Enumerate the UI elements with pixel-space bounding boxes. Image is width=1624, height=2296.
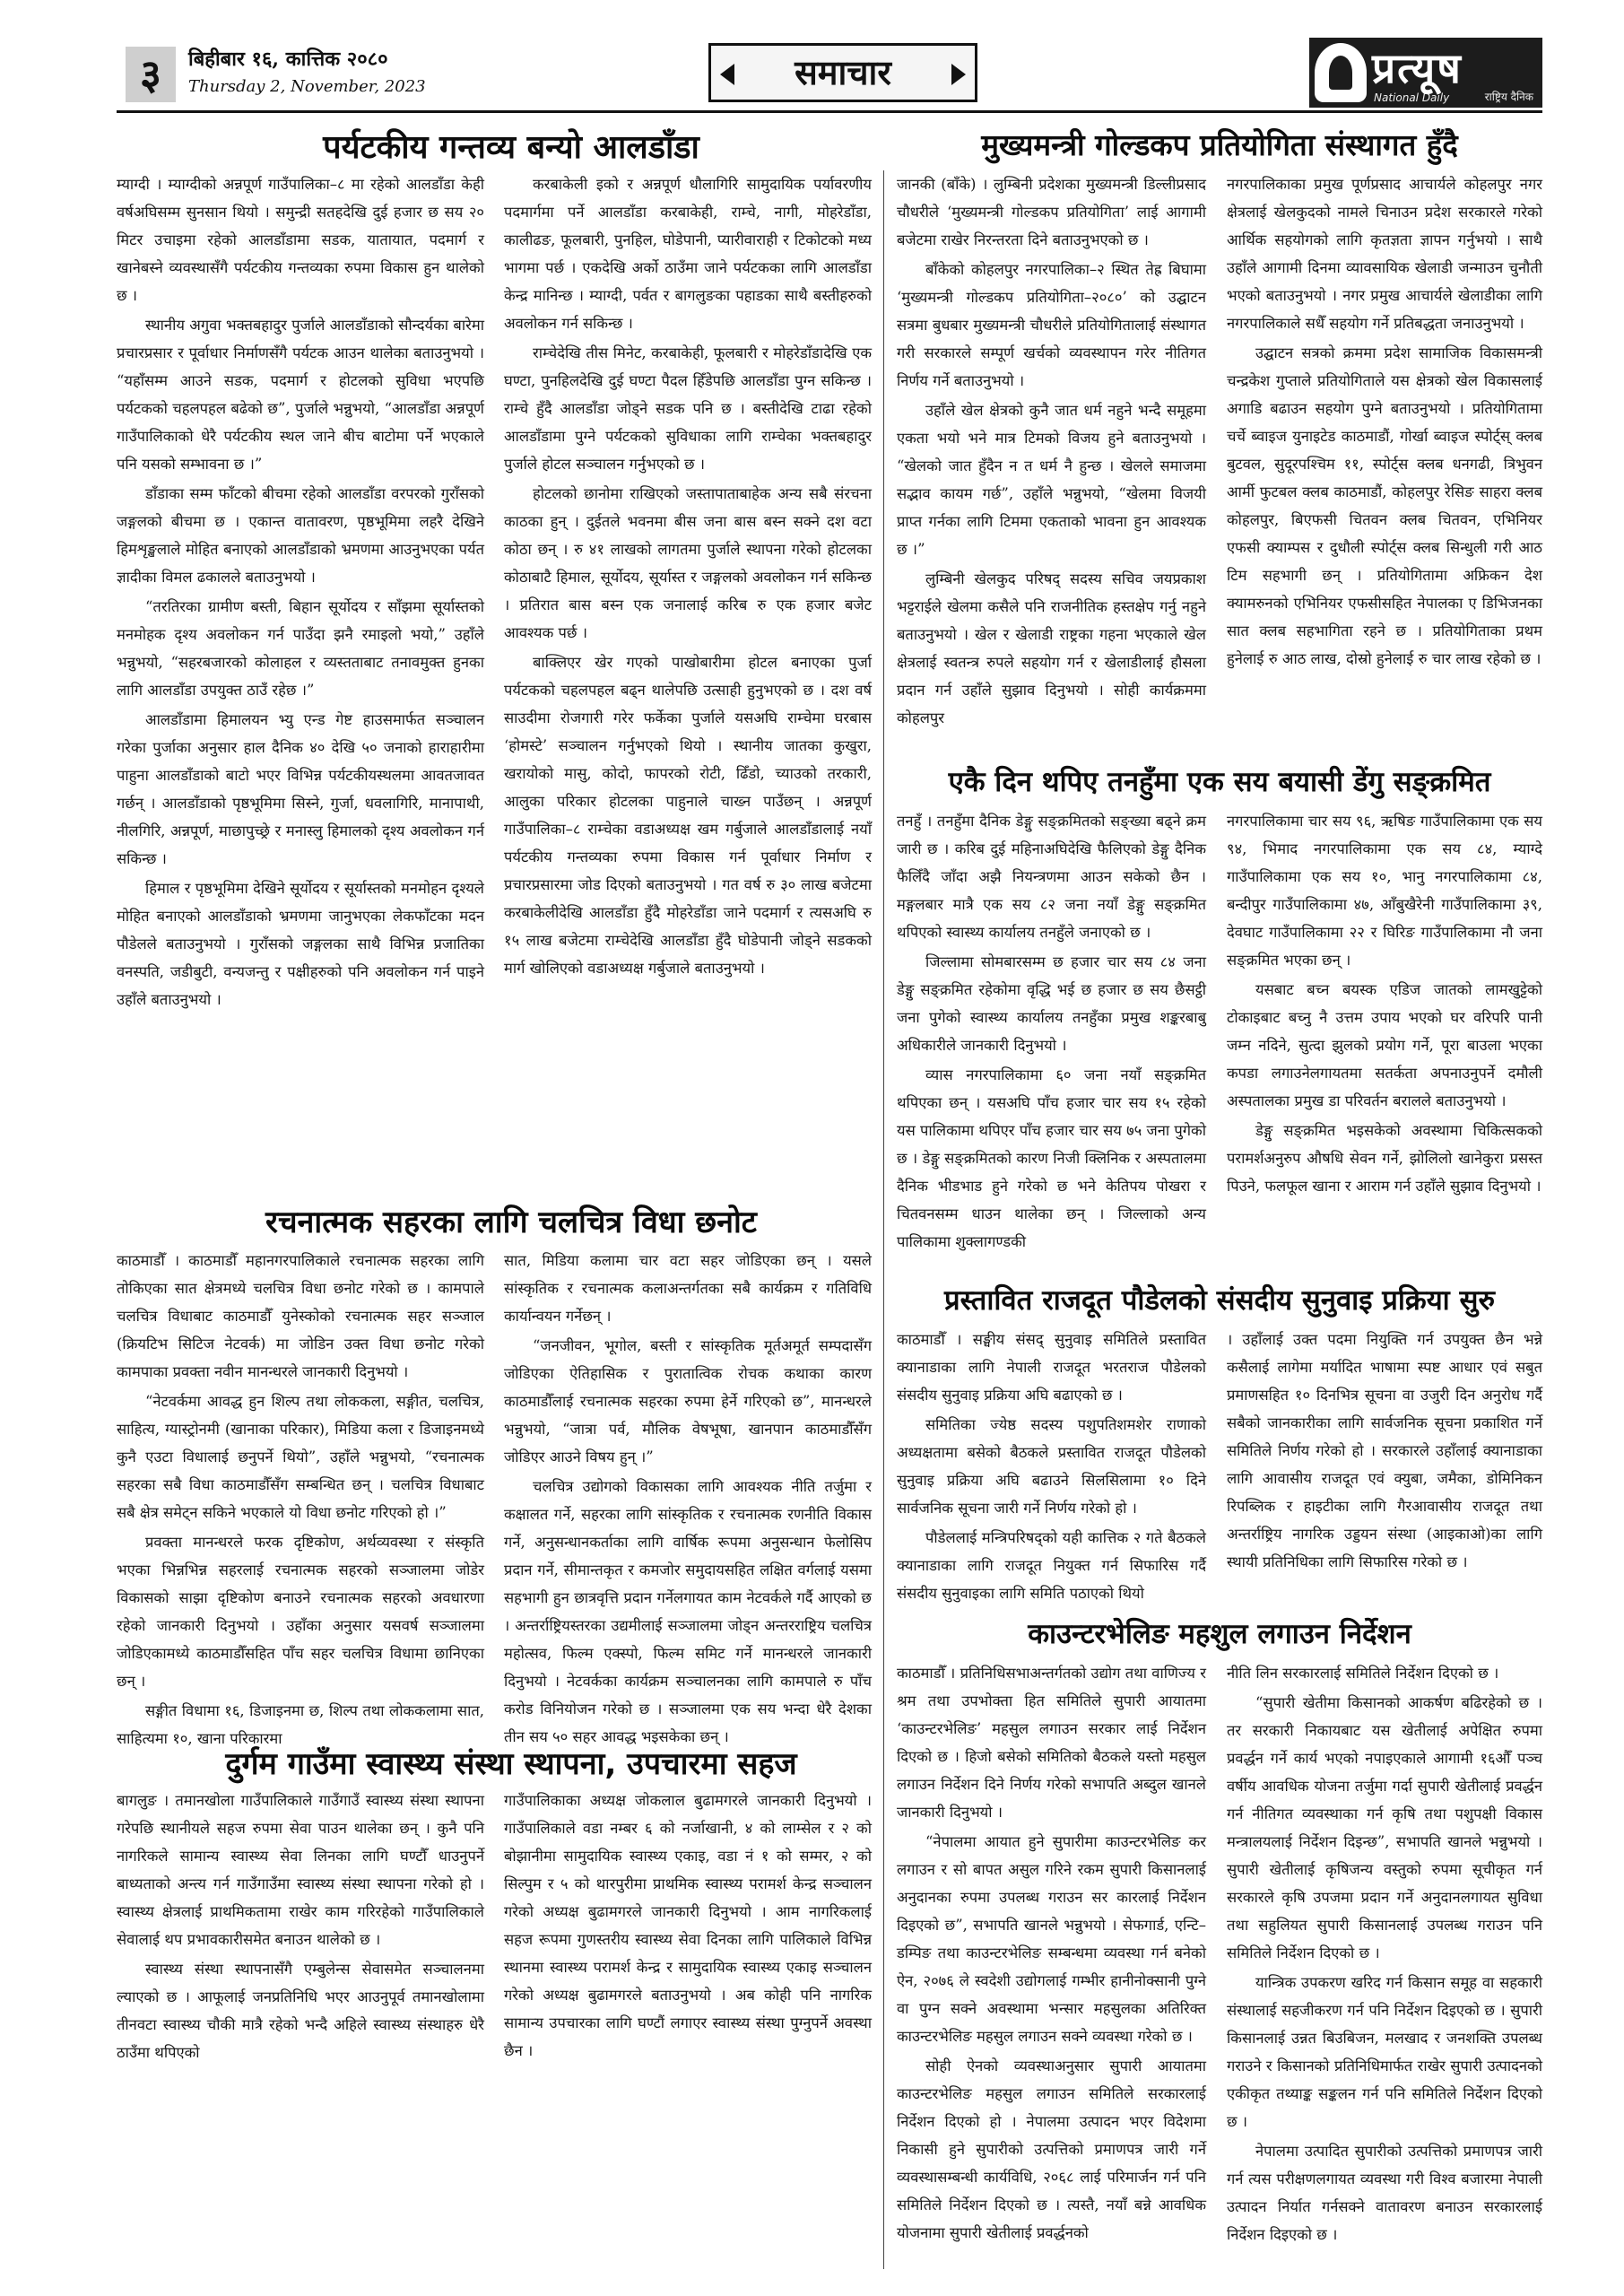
paragraph: जानकी (बाँके) । लुम्बिनी प्रदेशका मुख्यमन्त्री डिल्लीप्रसाद चौधरीले ‘मुख्यमन्त्री गोल्डकप प्रतियोगिता’ लाई आगामी बजेटमा राखेर निरन्तरता दिने बताउनुभएको छ । (897, 176, 1206, 248)
paragraph: उहाँले खेल क्षेत्रको कुनै जात धर्म नहुने भन्दै समूहमा एकता भयो भने मात्र टिमको विजय हुने बताउनुभयो । “खेलको जात हुँदैन न त धर्म नै हुन्छ । खेलले समाजमा सद्भाव कायम गर्छ”, उहाँले भन्नुभयो, “खेलमा विजयी प्राप्त गर्नका लागि टिममा एकताको भावना हुन आवश्यक छ ।” (897, 402, 1206, 558)
article-rajdoot-col1 (897, 1326, 1206, 1604)
paragraph: जिल्लामा सोमबारसम्म छ हजार चार सय ८४ जना डेङ्गु सङ्क्रमित रहेकोमा वृद्धि भई छ हजार छ सय छैसट्ठी जना पुगेको स्वास्थ्य कार्यालय तनहुँका प्रमुख शङ्करबाबु अधिकारीले जानकारी दिनुभयो । (897, 953, 1206, 1054)
article-dengue-col1 (897, 807, 1206, 1269)
date-english: Thursday 2, November, 2023 (188, 77, 426, 96)
article-alddada-col1 (117, 170, 484, 1188)
article-goldcup-col2 (1227, 170, 1542, 749)
article-countervailing-col1 (897, 1659, 1206, 2271)
paragraph: डाँडाका सम्म फाँटको बीचमा रहेको आलडाँडा वरपरको गुराँसको जङ्गलको बीचमा छ । एकान्त वातावरण, पृष्ठभूमिमा लहरै देखिने हिमशृङ्खलाले मोहित बनाएको आलडाँडाको भ्रमणमा आउनुभएका पर्यत ज्ञादीका विमल ढकालले बताउनुभयो । (117, 485, 484, 586)
issue-date (188, 45, 426, 96)
paragraph: तनहुँ । तनहुँमा दैनिक डेङ्गु सङ्क्रमितको सङ्ख्या बढ्ने क्रम जारी छ । करिब दुई महिनाअघिदेखि फैलिएको डेङ्गु दैनिक फैलिँदै जाँदा अझै नियन्त्रणमा आउन सकेको छैन । मङ्गलबार मात्रै एक सय ८२ जना नयाँ डेङ्गु सङ्क्रमित थपिएको स्वास्थ्य कार्यालय तनहुँले जनाएको छ । (897, 813, 1206, 941)
paragraph: गाउँपालिकाका अध्यक्ष जोकलाल बुढामगरले जानकारी दिनुभयो । गाउँपालिकाले वडा नम्बर ६ को नर्जाखानी, ४ को लाम्सेल र २ को बोझानीमा सामुदायिक स्वास्थ्य एकाइ, वडा नं १ को सम्मर, २ को सिल्पुम र ५ को थारपुरीमा प्राथमिक स्वास्थ्य परामर्श केन्द्र सञ्चालन गरेको अध्यक्ष बुढामगरले जानकारी दिनुभयो । आम नागरिकलाई सहज रूपमा गुणस्तरीय स्वास्थ्य सेवा दिनका लागि पालिकाले विभिन्न स्थानमा स्वास्थ्य परामर्श केन्द्र र सामुदायिक स्वास्थ्य एकाइ सञ्चालन गरेको अध्यक्ष बुढामगरले बताउनुभयो । अब कोही पनि नागरिक सामान्य उपचारका लागि घण्टौं लगाएर स्वास्थ्य संस्था पुग्नुपर्ने अवस्था छैन । (504, 1792, 872, 2059)
paragraph: डेङ्गु सङ्क्रमित भइसकेको अवस्थामा चिकित्सकको परामर्शअनुरुप औषधि सेवन गर्ने, झोलिलो खानेकुरा प्रसस्त पिउने, फलफूल खाना र आराम गर्न उहाँले सुझाव दिनुभयो । (1227, 1122, 1542, 1195)
masthead-tagline: National Daily (1374, 91, 1450, 104)
paragraph: काठमाडौँ । काठमाडौँ महानगरपालिकाले रचनात्मक सहरका लागि तोकिएका सात क्षेत्रमध्ये चलचित्र विधा छनोट गरेको छ । कामपाले चलचित्र विधाबाट काठमाडौँ युनेस्कोको रचनात्मक सहर सञ्जाल (क्रियटिभ सिटिज नेटवर्क) मा जोडिन उक्त विधा छनोट गरेको कामपाका प्रवक्ता नवीन मानन्धरले जानकारी दिनुभयो । (117, 1252, 484, 1380)
article-goldcup-col1 (897, 170, 1206, 749)
headline-rajdoot: प्रस्तावित राजदूत पौडेलको संसदीय सुनुवाइ प्रक्रिया सुरु (943, 1284, 1495, 1317)
article-countervailing-col2 (1227, 1659, 1542, 2271)
headline-goldcup: मुख्यमन्त्री गोल्डकप प्रतियोगिता संस्थागत हुँदै (981, 127, 1458, 162)
paragraph: पौडेललाई मन्त्रिपरिषद्को यही कात्तिक २ गते बैठकले क्यानाडाका लागि राजदूत नियुक्त गर्न सिफारिस गर्दै संसदीय सुनुवाइका लागि समिति पठाएको थियो (897, 1529, 1206, 1602)
paragraph: आलडाँडामा हिमालयन भ्यु एन्ड गेष्ट हाउसमार्फत सञ्चालन गरेका पुर्जाका अनुसार हाल दैनिक ४० देखि ५० जनाको हाराहारीमा पाहुना आलडाँडाको बाटो भएर विभिन्न पर्यटकीयस्थलमा आवतजावत गर्छन् । आलडाँडाको पृष्ठभूमिमा सिस्ने, गुर्जा, धवलागिरि, मानापाथी, नीलगिरि, अन्नपूर्ण, माछापुच्छ्रे र मनास्लु हिमालको दृश्य अवलोकन गर्न सकिन्छ । (117, 711, 484, 867)
paragraph: चलचित्र उद्योगको विकासका लागि आवश्यक नीति तर्जुमा र कक्षालत गर्ने, सहरका लागि सांस्कृतिक र रचनात्मक रणनीति विकास गर्ने, अनुसन्धानकर्ताका लागि वार्षिक रूपमा अनुसन्धान फेलोसिप प्रदान गर्ने, सीमान्तकृत र कमजोर समुदायसहित लक्षित वर्गलाई यसमा सहभागी हुन छात्रवृत्ति प्रदान गर्नेलगायत काम नेटवर्कले गर्दै आएको छ । अन्तर्राष्ट्रियस्तरका उद्यमीलाई सञ्जालमा जोड्न अन्तरराष्ट्रिय चलचित्र महोत्सव, फिल्म एक्स्पो, फिल्म समिट गर्ने मानन्धरले जानकारी दिनुभयो । नेटवर्कका कार्यक्रम सञ्चालनका लागि कामपाले रु पाँच करोड विनियोजन गरेको छ । सञ्जालमा एक सय भन्दा धेरै देशका तीन सय ५० सहर आवद्ध भइसकेका छन् । (504, 1478, 872, 1745)
paragraph: सङ्गीत विधामा १६, डिजाइनमा छ, शिल्प तथा लोककलामा सात, साहित्यमा १०, खाना परिकारमा (117, 1702, 484, 1747)
section-label (708, 43, 977, 102)
paragraph: “जनजीवन, भूगोल, बस्ती र सांस्कृतिक मूर्तअमूर्त सम्पदासँग जोडिएका ऐतिहासिक र पुरातात्विक रोचक कथाका कारण काठमाडौँलाई रचनात्मक सहरका रुपमा हेर्ने गरिएको छ”, मानन्धरले भन्नुभयो, “जात्रा पर्व, मौलिक वेषभूषा, खानपान काठमाडौँसँग जोडिएर आउने विषय हुन् ।” (504, 1337, 872, 1465)
paragraph: “तरतिरका ग्रामीण बस्ती, बिहान सूर्योदय र साँझमा सूर्यास्तको मनमोहक दृश्य अवलोकन गर्न पाउँदा झनै रमाइलो भयो,” उहाँले भन्नुभयो, “सहरबजारको कोलाहल र व्यस्तताबाट तनावमुक्त हुनका लागि आलडाँडा उपयुक्त ठाउँ रहेछ ।” (117, 598, 484, 699)
paragraph: स्वास्थ्य संस्था स्थापनासँगै एम्बुलेन्स सेवासमेत सञ्चालनमा ल्याएको छ । आफूलाई जनप्रतिनिधि भएर आउनुपूर्व तमानखोलामा तीनवटा स्वास्थ्य चौकी मात्रै रहेको भन्दै अहिले स्वास्थ्य संस्थाहरु धेरै ठाउँमा थपिएको (117, 1961, 484, 2061)
paragraph: सोही ऐनको व्यवस्थाअनुसार सुपारी आयातमा काउन्टरभेलिङ महसुल लगाउन समितिले सरकारलाई निर्देशन दिएको हो । नेपालमा उत्पादन भएर विदेशमा निकासी हुने सुपारीको उत्पत्तिको प्रमाणपत्र जारी गर्ने व्यवस्थासम्बन्धी कार्यविधि, २०६८ लाई परिमार्जन गर्न पनि समितिले निर्देशन दिएको छ । त्यस्तै, नयाँ बन्ने आवधिक योजनामा सुपारी खेतीलाई प्रवर्द्धनको (897, 2057, 1206, 2241)
paragraph: नेपालमा उत्पादित सुपारीको उत्पत्तिको प्रमाणपत्र जारी गर्न त्यस परीक्षणलगायत व्यवस्था गरी विश्व बजारमा नेपाली उत्पादन निर्यात गर्नसक्ने वातावरण बनाउन सरकारलाई निर्देशन दिइएको छ । (1227, 2143, 1542, 2243)
paragraph: होटलको छानोमा राखिएको जस्तापाताबाहेक अन्य सबै संरचना काठका हुन् । दुईतले भवनमा बीस जना बास बस्न सक्ने दश वटा कोठा छन् । रु ४१ लाखको लागतमा पुर्जाले स्थापना गरेको होटलका कोठाबाटै हिमाल, सूर्योदय, सूर्यास्त र जङ्गलको अवलोकन गर्न सकिन्छ । प्रतिरात बास बस्न एक जनालाई करिब रु एक हजार बजेट आवश्यक पर्छ । (504, 485, 872, 641)
paragraph: करबाकेली इको र अन्नपूर्ण धौलागिरि सामुदायिक पर्यावरणीय पदमार्गमा पर्ने आलडाँडा करबाकेही, राम्चे, नागी, मोहरेडाँडा, कालीढङ, फूलबारी, पुनहिल, घोडेपानी, प्यारीवाराही र टिकोटको मध्य भागमा पर्छ । एकदेखि अर्को ठाउँमा जाने पर्यटकका लागि आलडाँडा केन्द्र मानिन्छ । म्याग्दी, पर्वत र बागलुङका पहाडका साथै बस्तीहरुको अवलोकन गर्न सकिन्छ । (504, 176, 872, 332)
paragraph: नगरपालिकाका प्रमुख पूर्णप्रसाद आचार्यले कोहलपुर नगर क्षेत्रलाई खेलकुदको नामले चिनाउन प्रदेश सरकारले गरेको आर्थिक सहयोगको लागि कृतज्ञता ज्ञापन गर्नुभयो । साथै उहाँले आगामी दिनमा व्यावसायिक खेलाडी जन्माउन चुनौती भएको बताउनुभयो । नगर प्रमुख आचार्यले खेलाडीका लागि नगरपालिकाले सधैँ सहयोग गर्ने प्रतिबद्धता जनाउनुभयो । (1227, 176, 1542, 332)
page-number: ३ (126, 47, 176, 102)
paragraph: प्रवक्ता मानन्धरले फरक दृष्टिकोण, अर्थव्यवस्था र संस्कृति भएका भिन्नभिन्न सहरलाई रचनात्मक सहरको सञ्जालमा जोडेर विकासको साझा दृष्टिकोण बनाउने रचनात्मक सहरको अवधारणा रहेको जानकारी दिनुभयो । उहाँका अनुसार यसवर्ष सञ्जालमा जोडिएकामध्ये काठमाडौँसहित पाँच सहर चलचित्र विधामा छानिएका छन् । (117, 1534, 484, 1690)
paragraph: म्याग्दी । म्याग्दीको अन्नपूर्ण गाउँपालिका–८ मा रहेको आलडाँडा केही वर्षअघिसम्म सुनसान थियो । समुन्द्री सतहदेखि दुई हजार छ सय २० मिटर उचाइमा रहेको आलडाँडामा सडक, यातायात, पदमार्ग र खानेबस्ने व्यवस्थासँगै पर्यटकीय गन्तव्यका रुपमा विकास हुन थालेको छ । (117, 176, 484, 304)
paragraph: नीति लिन सरकारलाई समितिले निर्देशन दिएको छ । (1227, 1665, 1499, 1682)
arrow-right-icon (951, 64, 966, 85)
paragraph: बाक्लिएर खेर गएको पाखोबारीमा होटल बनाएका पुर्जा पर्यटकको चहलपहल बढ्न थालेपछि उत्साही हुनुभएको छ । दश वर्ष साउदीमा रोजगारी गरेर फर्केका पुर्जाले यसअघि राम्चेमा घरबास ‘होमस्टे’ सञ्चालन गर्नुभएको थियो । स्थानीय जातका कुखुरा, खरायोको मासु, कोदो, फापरको रोटी, ढिँडो, च्याउको तरकारी, आलुका परिकार होटलका पाहुनाले चाख्न पाउँछन् । अन्नपूर्ण गाउँपालिका–८ राम्चेका वडाअध्यक्ष खम गर्बुजाले आलडाँडालाई नयाँ पर्यटकीय गन्तव्यका रुपमा विकास गर्न पूर्वाधार निर्माण र प्रचारप्रसारमा जोड दिएको बताउनुभयो । गत वर्ष रु ३० लाख बजेटमा करबाकेलीदेखि आलडाँडा हुँदै मोहरेडाँडा जाने पदमार्ग र त्यसअघि रु १५ लाख बजेटमा राम्चेदेखि आलडाँडा हुँदै घोडेपानी जोड्ने सडकको मार्ग खोलिएको वडाअध्यक्ष गर्बुजाले बताउनुभयो । (504, 654, 872, 977)
page-header (117, 34, 1542, 113)
paragraph: “सुपारी खेतीमा किसानको आकर्षण बढिरहेको छ । तर सरकारी निकायबाट यस खेतीलाई अपेक्षित रुपमा प्रवर्द्धन गर्ने कार्य भएको नपाइएकाले आगामी १६औँ पञ्च वर्षीय आवधिक योजना तर्जुमा गर्दा सुपारी खेतीलाई प्रवर्द्धन गर्न नीतिगत व्यवस्थाका गर्न कृषि तथा पशुपक्षी विकास मन्त्रालयलाई निर्देशन दिइन्छ”, सभापति खानले भन्नुभयो । सुपारी खेतीलाई कृषिजन्य वस्तुको रुपमा सूचीकृत गर्न सरकारले कृषि उपजमा प्रदान गर्ने अनुदानलगायत सुविधा तथा सहुलियत सुपारी किसानलाई उपलब्ध गराउन पनि समितिले निर्देशन दिएको छ । (1227, 1694, 1542, 1961)
masthead-name: प्रत्यूष (1372, 44, 1463, 92)
headline-dengue: एकै दिन थपिए तनहुँमा एक सय बयासी डेंगु सङ्क्रमित (948, 766, 1491, 798)
paragraph: लुम्बिनी खेलकुद परिषद् सदस्य सचिव जयप्रकाश भट्टराईले खेलमा कसैले पनि राजनीतिक हस्तक्षेप गर्नु नहुने बताउनुभयो । खेल र खेलाडी राष्ट्रका गहना भएकाले खेल क्षेत्रलाई स्वतन्त्र रुपले सहयोग गर्न र खेलाडीलाई हौसला प्रदान गर्न उहाँले सुझाव दिनुभयो । सोही कार्यक्रममा कोहलपुर (897, 570, 1206, 726)
article-durgam-col1 (117, 1787, 484, 2271)
paragraph: यान्त्रिक उपकरण खरिद गर्न किसान समूह वा सहकारी संस्थालाई सहजीकरण गर्न पनि निर्देशन दिइएको छ । सुपारी किसानलाई उन्नत बिउबिजन, मलखाद र जनशक्ति उपलब्ध गराउने र किसानको प्रतिनिधिमार्फत राखेर सुपारी उत्पादनको एकीकृत तथ्याङ्क सङ्कलन गर्न पनि समितिले निर्देशन दिएको छ । (1227, 1974, 1542, 2130)
article-dengue-col2 (1227, 807, 1542, 1269)
paragraph: यसबाट बच्न बयस्क एडिज जातको लामखुट्टेको टोकाइबाट बच्नु नै उत्तम उपाय भएको घर वरिपरि पानी जम्न नदिने, सुत्दा झुलको प्रयोग गर्ने, पूरा बाउला भएका कपडा लगाउनेलगायतमा सतर्कता अपनाउनुपर्ने दमौली अस्पतालका प्रमुख डा परिवर्तन बरालले बताउनुभयो । (1227, 981, 1542, 1109)
paragraph: काठमाडौँ । प्रतिनिधिसभाअन्तर्गतको उद्योग तथा वाणिज्य र श्रम तथा उपभोक्ता हित समितिले सुपारी आयातमा ‘काउन्टरभेलिङ’ महसुल लगाउन सरकार लाई निर्देशन दिएको छ । हिजो बसेको समितिको बैठकले यस्तो महसुल लगाउन निर्देशन दिने निर्णय गरेको सभापति अब्दुल खानले जानकारी दिनुभयो । (897, 1665, 1206, 1821)
paragraph: काठमाडौँ । सङ्घीय संसद् सुनुवाइ समितिले प्रस्तावित क्यानाडाका लागि नेपाली राजदूत भरतराज पौडेलको संसदीय सुनुवाइ प्रक्रिया अघि बढाएको छ । (897, 1331, 1206, 1404)
paragraph: व्यास नगरपालिकामा ६० जना नयाँ सङ्क्रमित थपिएका छन् । यसअघि पाँच हजार चार सय १५ रहेको यस पालिकामा थपिएर पाँच हजार चार सय ७५ जना पुगेको छ । डेङ्गु सङ्क्रमितको कारण निजी क्लिनिक र अस्पतालमा दैनिक भीडभाड हुने गरेको छ भने केतिपय पोखरा र चितवनसम्म धाउन थालेका छन् । जिल्लाको अन्य पालिकामा शुक्लागण्डकी (897, 1066, 1206, 1250)
emblem-icon (1315, 43, 1367, 102)
paragraph: । उहाँलाई उक्त पदमा नियुक्ति गर्न उपयुक्त छैन भन्ने कसैलाई लागेमा मर्यादित भाषामा स्पष्ट आधार एवं सबुत प्रमाणसहित १० दिनभित्र सूचना वा उजुरी दिन अनुरोध गर्दै सबैको जानकारीका लागि सार्वजनिक सूचना प्रकाशित गर्ने समितिले निर्णय गरेको हो । सरकारले उहाँलाई क्यानाडाका लागि आवासीय राजदूत एवं क्युबा, जमैका, डोमिनिकन रिपब्लिक र हाइटीका लागि गैरआवासीय राजदूत तथा अन्तर्राष्ट्रिय नागरिक उड्डयन संस्था (आइकाओ)का लागि स्थायी प्रतिनिधिका लागि सिफारिस गरेको छ । (1227, 1331, 1542, 1570)
masthead-logo (1309, 38, 1542, 108)
paragraph: उद्घाटन सत्रको क्रममा प्रदेश सामाजिक विकासमन्त्री चन्द्रकेश गुप्ताले प्रतियोगिताले यस क्षेत्रको खेल विकासलाई अगाडि बढाउन सहयोग पुग्ने बताउनुभयो । प्रतियोगितामा चर्चे ब्वाइज युनाइटेड काठमाडौं, गोर्खा ब्वाइज स्पोर्ट्स् क्लब बुटवल, सुदूरपश्चिम ११, स्पोर्ट्स क्लब धनगढी, त्रिभुवन आर्मी फुटबल क्लब काठमाडौं, कोहलपुर रेसिङ साहरा क्लब कोहलपुर, बिएफसी चितवन क्लब चितवन, एभिनियर एफसी क्याम्पस र दुधौली स्पोर्ट्स क्लब सिन्धुली गरी आठ टिम सहभागी छन् । प्रतियोगितामा अफ्रिकन देश क्यामरुनको एभिनियर एफसीसहित नेपालका ए डिभिजनका सात क्लब सहभागिता रहने छ । प्रतियोगिताका प्रथम हुनेलाई रु आठ लाख, दोस्रो हुनेलाई रु चार लाख रहेको छ । (1227, 344, 1542, 667)
arrow-left-icon (720, 64, 734, 85)
paragraph: सात, मिडिया कलामा चार वटा सहर जोडिएका छन् । यसले सांस्कृतिक र रचनात्मक कलाअन्तर्गतका सबै कार्यक्रम र गतिविधि कार्यान्वयन गर्नेछन् । (504, 1252, 872, 1325)
article-alddada-col2 (504, 170, 872, 1188)
article-chalchitra-col2 (504, 1247, 872, 1745)
headline-durgam: दुर्गम गाउँमा स्वास्थ्य संस्था स्थापना, उपचारमा सहज (225, 1746, 797, 1782)
paragraph: स्थानीय अगुवा भक्तबहादुर पुर्जाले आलडाँडाको सौन्दर्यका बारेमा प्रचारप्रसार र पूर्वाधार निर्माणसँगै पर्यटक आउन थालेका बताउनुभयो । “यहाँसम्म आउने सडक, पदमार्ग र होटलको सुविधा भएपछि पर्यटकको चहलपहल बढेको छ”, पुर्जाले भन्नुभयो, “आलडाँडा अन्नपूर्ण गाउँपालिकाको धेरै पर्यटकीय स्थल जाने बीच बाटोमा पर्ने भएकाले पनि यसको सम्भावना छ ।” (117, 317, 484, 473)
article-chalchitra-col1 (117, 1247, 484, 1747)
paragraph: हिमाल र पृष्ठभूमिमा देखिने सूर्योदय र सूर्यास्तको मनमोहन दृश्यले मोहित बनाएको आलडाँडाको भ्रमणमा जानुभएका लेकफाँटका मदन पौडेलले बताउनुभयो । गुराँसको जङ्गलका साथै विभिन्न प्रजातिका वनस्पति, जडीबुटी, वन्यजन्तु र पक्षीहरुको पनि अवलोकन गर्न पाइने उहाँले बताउनुभयो । (117, 880, 484, 1008)
paragraph: “नेपालमा आयात हुने सुपारीमा काउन्टरभेलिङ कर लगाउन र सो बापत असुल गरिने रकम सुपारी किसानलाई अनुदानका रुपमा उपलब्ध गराउन सर कारलाई निर्देशन दिइएको छ”, सभापति खानले भन्नुभयो । सेफगार्ड, एन्टि–डम्पिङ तथा काउन्टरभेलिङ सम्बन्धमा व्यवस्था गर्न बनेको ऐन, २०७६ ले स्वदेशी उद्योगलाई गम्भीर हानीनोक्सानी पुग्ने वा पुग्न सक्ने अवस्थामा भन्सार महसुलका अतिरिक्त काउन्टरभेलिङ महसुल लगाउन सक्ने व्यवस्था गरेको छ । (897, 1833, 1206, 2045)
article-durgam-col2 (504, 1787, 872, 2271)
paragraph: राम्चेदेखि तीस मिनेट, करबाकेही, फूलबारी र मोहरेडाँडादेखि एक घण्टा, पुनहिलदेखि दुई घण्टा पैदल हिँडेपछि आलडाँडा पुग्न सकिन्छ । राम्चे हुँदै आलडाँडा जोड्ने सडक पनि छ । बस्तीदेखि टाढा रहेको आलडाँडामा पुग्ने पर्यटकको सुविधाका लागि राम्चेका भक्तबहादुर पुर्जाले होटल सञ्चालन गर्नुभएको छ । (504, 344, 872, 473)
paragraph: नगरपालिकामा चार सय ९६, ऋषिङ गाउँपालिकामा एक सय ९४, भिमाद नगरपालिकामा एक सय ८४, म्याग्दे गाउँपालिकामा एक सय १०, भानु नगरपालिकामा ८४, बन्दीपुर गाउँपालिकामा ४७, आँबुखैरेनी गाउँपालिकामा ३९, देवघाट गाउँपालिकामा २२ र घिरिङ गाउँपालिकामा नौ जना सङ्क्रमित भएका छन् । (1227, 813, 1542, 969)
section-name: समाचार (795, 53, 891, 92)
paragraph: बाँकेको कोहलपुर नगरपालिका–२ स्थित तेह्र बिघामा ‘मुख्यमन्त्री गोल्डकप प्रतियोगिता–२०८०’ को उद्घाटन सत्रमा बुधबार मुख्यमन्त्री चौधरीले प्रतियोगितालाई संस्थागत गरी सरकारले सम्पूर्ण खर्चको व्यवस्थापन गरेर नीतिगत निर्णय गर्ने बताउनुभयो । (897, 261, 1206, 389)
paragraph: बागलुङ । तमानखोला गाउँपालिकाले गाउँगाउँ स्वास्थ्य संस्था स्थापना गरेपछि स्थानीयले सहज रुपमा सेवा पाउन थालेका छन् । कुनै पनि नागरिकले सामान्य स्वास्थ्य सेवा लिनका लागि घण्टौँ धाउनुपर्ने बाध्यताको अन्त्य गर्न गाउँगाउँमा स्वास्थ्य संस्था स्थापना गरेको हो । स्वास्थ्य क्षेत्रलाई प्राथमिकतामा राखेर काम गरिरहेको गाउँपालिकाले सेवालाई थप प्रभावकारीसमेत बनाउन थालेको छ । (117, 1792, 484, 1948)
headline-alddada: पर्यटकीय गन्तव्य बन्यो आलडाँडा (323, 129, 699, 166)
column-divider (883, 170, 884, 2269)
paragraph: “नेटवर्कमा आवद्ध हुन शिल्प तथा लोककला, सङ्गीत, चलचित्र, साहित्य, ग्यास्ट्रोनमी (खानाका परिकार), मिडिया कला र डिजाइनमध्ये कुनै एउटा विधालाई छनुपर्ने थियो”, उहाँले भन्नुभयो, “रचनात्मक सहरका सबै विधा काठमाडौँसँग सम्बन्धित छन् । चलचित्र विधाबाट सबै क्षेत्र समेट्न सकिने भएकाले यो विधा छनोट गरिएको हो ।” (117, 1393, 484, 1521)
paragraph: समितिका ज्येष्ठ सदस्य पशुपतिशमशेर राणाको अध्यक्षतामा बसेको बैठकले प्रस्तावित राजदूत पौडेलको सुनुवाइ प्रक्रिया अघि बढाउने सिलसिलामा १० दिने सार्वजनिक सूचना जारी गर्ने निर्णय गरेको हो । (897, 1416, 1206, 1517)
article-rajdoot-col2 (1227, 1326, 1542, 1604)
headline-countervailing: काउन्टरभेलिङ महशुल लगाउन निर्देशन (1028, 1618, 1411, 1650)
headline-chalchitra: रचनात्मक सहरका लागि चलचित्र विधा छनोट (265, 1205, 757, 1240)
masthead-tagline-np: राष्ट्रिय दैनिक (1484, 91, 1533, 103)
date-nepali: बिहीबार १६, कात्तिक २०८० (188, 48, 388, 71)
